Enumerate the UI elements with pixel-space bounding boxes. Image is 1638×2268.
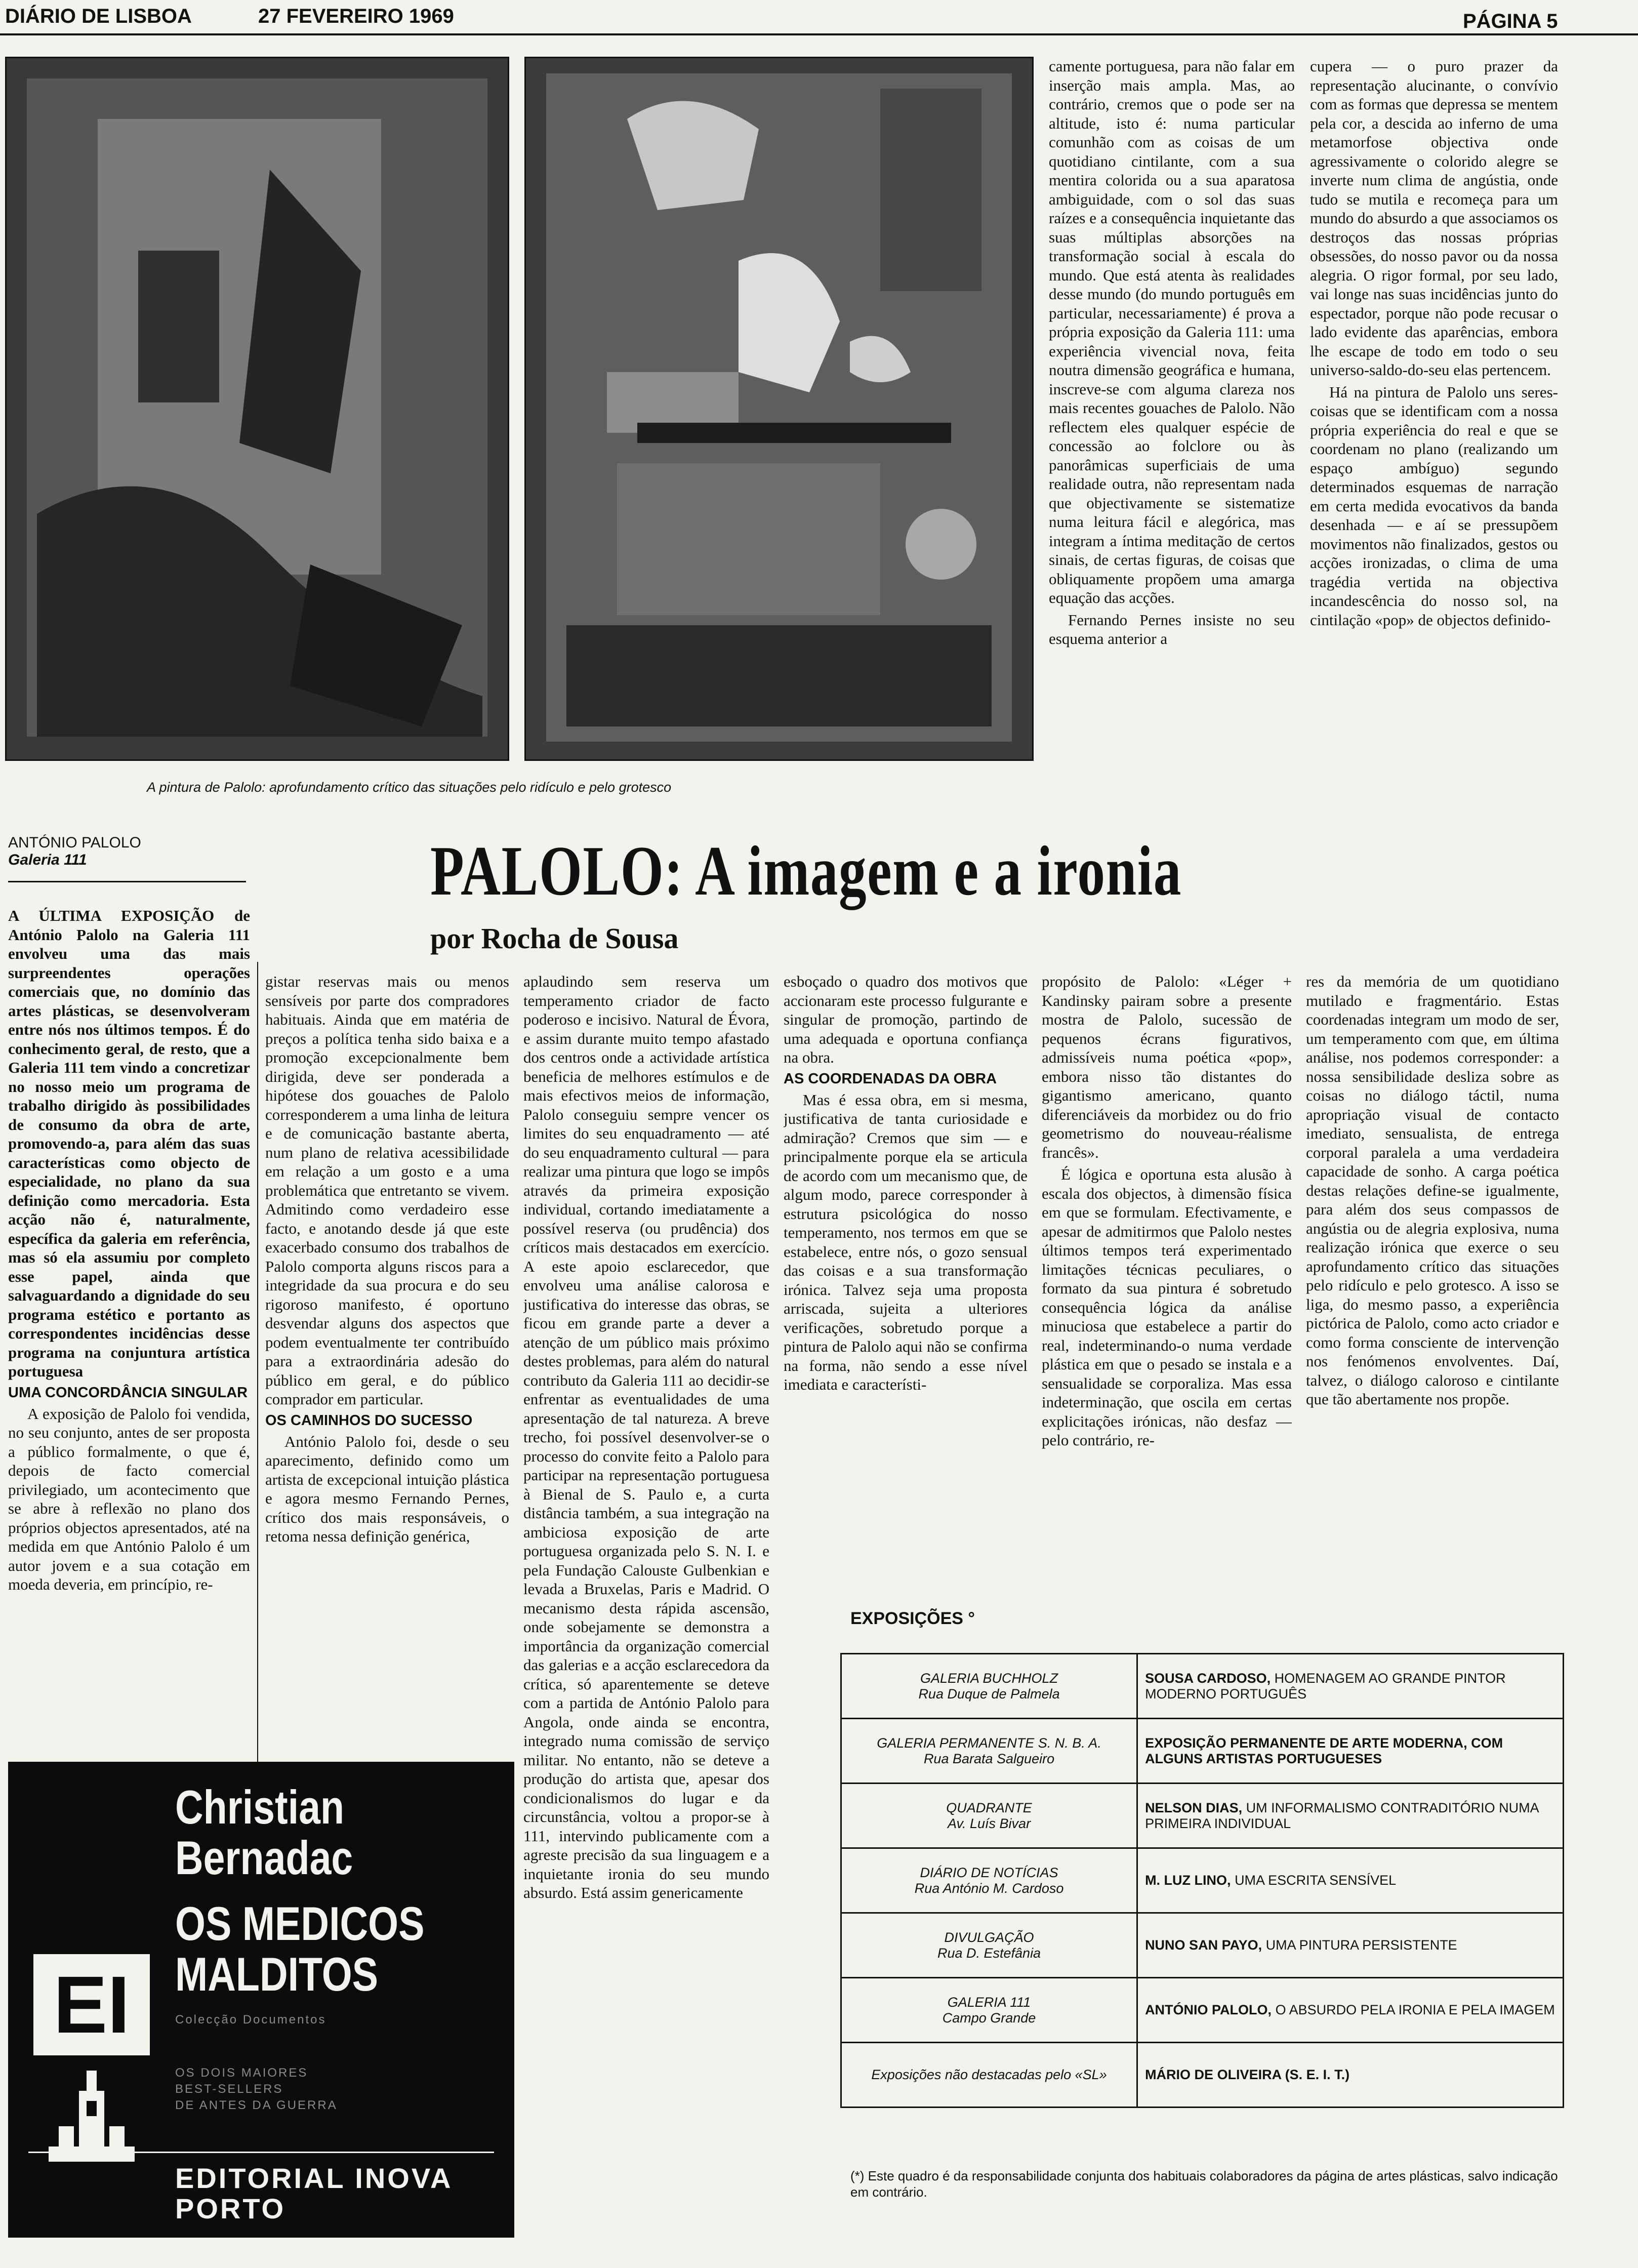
venue-address: Rua Barata Salgueiro [923,1751,1055,1766]
paragraph: Mas é essa obra, em si mesma, justificativa de tanta curiosidade e admiração? Cremos que sim — e principalmente porque ela se articula de acordo com um mecanismo que, de algum modo, parece corresponder à estrutura psicológica do nosso temperamento, nos termos em que se estabelece, entre nós, o gozo sensual das coisas e a sua transformação irónica. Talvez seja uma proposta arriscada, sujeita a ulteriores verificações, sobretudo porque a pintura de Palolo aqui não se confirma na forma, não sendo a esse nível imediata e característi- [784,1090,1028,1393]
ad-title-line1: OS MEDICOS [175,1897,425,1950]
show-artist: NUNO SAN PAYO, [1145,1937,1262,1953]
venue-name: GALERIA BUCHHOLZ [920,1670,1058,1686]
painting-photo-left [5,57,509,761]
show-title: HOMENAGEM AO GRANDE PINTOR MODERNO PORTUGUÊS [1145,1670,1506,1702]
exposicao-venue [841,2043,1137,2108]
column-divider [257,962,258,1782]
headline: PALOLO: A imagem e a ironia [430,832,1182,910]
exposicao-show [1137,2043,1564,2108]
exposicao-row [841,1719,1564,1784]
paragraph: aplaudindo sem reserva um temperamento criador de facto poderoso e incisivo. Natural de Évora, e assim durante muito tempo afastado dos centros onde a actividade artística beneficia de melhores estímulos e de mais efectivos meios de informação, Palolo conseguiu sempre vencer os limites do seu enquadramento — até do seu enquadramento cultural — para realizar uma pintura que logo se impôs através da primeira exposição individual, cortando imediatamente a possível reserva (ou prudência) dos críticos mais destacados em exercício. A este apoio esclarecedor, que envolveu uma análise calorosa e justificativa do interesse das obras, se ficou em grande parte a dever a atenção de um público mais próximo destes problemas, para além do natural contributo da Galeria 111 ao decidir-se enfrentar as eventualidades de uma apresentação de tal natureza. A breve trecho, foi possível desenvolver-se o processo do convite feito a Palolo para participar na representação portuguesa à Bienal de S. Paulo e, a curta distância também, a sua integração na ambiciosa exposição de arte portuguesa organizada pelo S. N. I. e pela Fundação Calouste Gulbenkian e levada a Bruxelas, Paris e Madrid. O mecanismo desta rápida ascensão, onde sobejamente se demonstra a importância da organização comercial das galerias e a acção esclarecedora da crítica, só aparentemente se deteve com a partida de António Palolo para Angola, onde ainda se encontra, integrado numa comissão de serviço militar. No entanto, não se deteve a produção do artista que, apesar dos condicionalismos do lugar e da circunstância, voltou a propor-se à 111, intervindo publicamente com a agreste precisão da sua linguagem e a inquietante ironia do seu mundo absurdo. Está assim genericamente [523,973,769,1901]
exposicao-row [841,1848,1564,1913]
venue-address: Rua D. Estefânia [937,1945,1041,1961]
subheading: AS COORDENADAS DA OBRA [784,1070,997,1087]
venue-address: Campo Grande [942,2010,1036,2026]
venue-name: Exposições não destacadas pelo «SL» [871,2067,1107,2082]
exposicoes-title: EXPOSIÇÕES ° [850,1609,975,1628]
paragraph: res da memória de um quotidiano mutilado e fragmentário. Estas coordenadas integram um modo de ser, um temperamento com que, em última análise, nos podemos corresponder: a nossa sensibilidade desliza sobre as coisas no diálogo táctil, numa apropriação visual de contacto imediato, sensualista, de entrega corporal paralela a uma verdadeira capacidade de sonho. A carga poética destas relações define-se igualmente, para além dos seus compassos de angústia ou de alegria explosiva, numa realização irónica que exerce o seu aprofundamento crítico das situações pelo ridículo e pelo grotesco. A isso se liga, do mesmo passo, a experiência pictórica de Palolo, como acto criador e como forma consciente de intervenção nos fenómenos envolventes. Daí, talvez, o diálogo caloroso e cintilante que tão abertamente nos propõe. [1306,973,1559,1408]
exposicao-row [841,2043,1564,2108]
subheading: OS CAMINHOS DO SUCESSO [265,1412,473,1429]
exposicao-venue [841,1978,1137,2043]
venue-address: Av. Luís Bivar [947,1815,1031,1831]
venue-address: Rua António M. Cardoso [914,1880,1064,1896]
show-title: UM INFORMALISMO CONTRADITÓRIO NUMA PRIMEIRA INDIVIDUAL [1145,1800,1539,1831]
article-column-4 [784,972,1028,1559]
byline: por Rocha de Sousa [430,922,679,955]
show-artist: SOUSA CARDOSO, [1145,1670,1271,1686]
ad-rule [28,2152,494,2153]
paragraph: esboçado o quadro dos motivos que accionaram este processo fulgurante e singular de promoção, partindo de uma adequada e oportuna confiança na obra. [784,973,1028,1066]
exposicao-show [1137,1978,1564,2043]
ad-publisher-line1: EDITORIAL INOVA [175,2162,453,2194]
book-advertisement [8,1762,514,2238]
show-artist: MÁRIO DE OLIVEIRA (S. E. I. T.) [1145,2067,1350,2082]
ad-series: Colecção Documentos [175,2013,326,2027]
exposicao-venue [841,1784,1137,1848]
page-number: PÁGINA 5 [1463,10,1558,32]
paragraph: camente portuguesa, para não falar em inserção mais ampla. Mas, ao contrário, cremos que o pode ser na altitude, isto é: numa particular comunhão com as coisas de um quotidiano cintilante, com a sua mentira colorida ou a sua aparatosa ambiguidade, com o sol das suas raízes e a consequência inquietante das suas múltiplas absorções na transformação social à escala do mundo. Que está atenta às realidades desse mundo (do mundo português em particular, necessariamente) é prova a própria exposição da Galeria 111: uma experiência vivencial nova, feita noutra dimensão geográfica e humana, inscreve-se com alguma clareza nos mais recentes gouaches de Palolo. Não reflectem eles qualquer espécie de concessão ao folclore ou às panorâmicas superficiais de uma realidade outra, não representam nada que objectivamente se sistematize numa leitura fácil e alegórica, mas integram a íntima meditação de certos sinais, de certas figuras, de coisas que obliquamente propõem uma amarga equação das acções. [1049,57,1295,606]
venue-name: GALERIA 111 [947,1994,1031,2010]
exposicoes-table [840,1653,1564,2108]
article-column-2 [265,972,509,1762]
paragraph: gistar reservas mais ou menos sensíveis por parte dos compradores habituais. Ainda que em matéria de preços a política tenha sido baixa e a promoção excepcionalmente bem dirigida, deve ser ponderada a hipótese dos gouaches de Palolo corresponderem a uma linha de leitura e de comunicação bastante aberta, num plano de relativa acessibilidade em relação a um gosto e a uma problemática que entretanto se vivem. Admitindo como verdadeiro esse facto, e anotando desde já que este exacerbado consumo dos trabalhos de Palolo comporta alguns riscos para a integridade da sua procura e do seu rigoroso manifesto, é oportuno desvendar alguns dos aspectos que podem eventualmente ter contribuído para a extraordinária adesão do público em geral, e do público comprador em particular. [265,973,509,1408]
publisher-logo: EI [33,1954,150,2055]
paragraph: Há na pintura de Palolo uns seres-coisas que se identificam com a nossa própria experiência do real e que se coordenam no plano (realizando um espaço ambíguo) segundo determinados esquemas de narração em certa medida evocativos da banda desenhada — e aí se pressupõem movimentos não finalizados, gestos ou acções ironizadas, o clima de uma tragédia vertida na objectiva incandescência do nosso sol, na cintilação «pop» de objectos definido- [1310,383,1558,629]
ad-publisher-line2: PORTO [175,2193,286,2224]
exposicao-venue [841,1913,1137,1978]
newspaper-name: DIÁRIO DE LISBOA [5,5,192,27]
venue-name: QUADRANTE [946,1800,1032,1815]
paragraph: António Palolo foi, desde o seu aparecimento, definido como um artista de excepcional intuição plástica e agora mesmo Fernando Pernes, crítico dos mais responsáveis, o retoma nessa definição genérica, [265,1432,509,1545]
paragraph: É lógica e oportuna esta alusão à escala dos objectos, à dimensão física em que se formulam. Efectivamente, e apesar de admitirmos que Palolo nestes últimos tempos terá experimentado limitações técnicas peculiares, o formato da sua pintura é sobretudo consequência lógica da análise minuciosa que estabelece a partir do real, indeterminando-o numa verdade plástica em que o pesado se instala e a sensualidade se corporaliza. Mas essa indeterminação, que oscila em certas explicitações irónicas, não desfaz — pelo contrário, re- [1042,1165,1292,1449]
venue-name: DIVULGAÇÃO [944,1929,1034,1945]
exposicao-row [841,1654,1564,1719]
exposicao-venue [841,1848,1137,1913]
show-title: UMA PINTURA PERSISTENTE [1265,1937,1457,1953]
paragraph: cupera — o puro prazer da representação alucinante, o convívio com as formas que depressa se mentem pela cor, a descida ao inferno de uma metamorfose objectiva onde agressivamente o colorido alegre se inverte num clima de angústia, onde tudo se mutila e recomeça para um mundo do absurdo a que associamos os destroços das nossas próprias obsessões, do nosso pavor ou da nossa alegria. O rigor formal, por seu lado, vai longe nas suas incidências junto do espectador, porque não pode recusar o lado evidente das aparências, embora lhe escape de todo em todo o seu universo-saldo-do-seu elas pertencem. [1310,57,1558,379]
exposicao-show [1137,1784,1564,1848]
show-artist: EXPOSIÇÃO PERMANENTE DE ARTE MODERNA, COM ALGUNS ARTISTAS PORTUGUESES [1145,1735,1503,1766]
exposicao-row [841,1913,1564,1978]
kicker-artist: ANTÓNIO PALOLO [8,834,141,851]
exposicao-row [841,1784,1564,1848]
article-column-top-left [1049,57,1295,816]
article-column-top-right [1310,57,1558,816]
ad-author-line2: Bernadac [175,1831,353,1884]
exposicao-venue [841,1719,1137,1784]
kicker-rule [8,881,246,882]
venue-name: GALERIA PERMANENTE S. N. B. A. [877,1735,1101,1751]
subheading: UMA CONCORDÂNCIA SINGULAR [8,1384,248,1401]
show-artist: M. LUZ LINO, [1145,1873,1231,1888]
kicker-venue: Galeria 111 [8,852,87,868]
exposicao-show [1137,1848,1564,1913]
show-title: O ABSURDO PELA IRONIA E PELA IMAGEM [1275,2002,1555,2017]
exposicoes-footnote: (*) Este quadro é da responsabilidade conjunta dos habituais colaboradores da página de artes plásticas, salvo indicação em contrário. [850,2168,1558,2200]
masthead-rule [0,33,1638,35]
article-column-3 [523,972,769,2268]
ad-note-line2: BEST-SELLERS [175,2082,283,2096]
painting-photo-right [524,57,1034,761]
show-artist: NELSON DIAS, [1145,1800,1243,1815]
lead-paragraph: A ÚLTIMA EXPOSIÇÃO de António Palolo na Galeria 111 envolveu uma das mais surpreendentes operações comerciais que, no domínio das artes plásticas, se desenvolveram entre nós nos últimos tempos. É do conhecimento geral, de resto, que a Galeria 111 tem vindo a concretizar no nosso meio um programa de trabalho dirigido às possibilidades de consumo da obra de arte, promovendo-a, para além das suas características como objecto de especialidade, no plano da sua definição como mercadoria. Esta acção não é, naturalmente, específica da galeria em referência, mas só ela assumiu por completo esse papel, ainda que salvaguardando a dignidade do seu programa estético e portanto as correspondentes incidências desse programa na conjuntura artística portuguesa [8,907,250,1380]
article-kicker [8,834,246,869]
article-column-1 [8,906,250,1747]
ad-note-line3: DE ANTES DA GUERRA [175,2098,338,2112]
article-column-6 [1306,972,1559,1559]
paragraph: Fernando Pernes insiste no seu esquema anterior a [1049,611,1295,647]
venue-address: Rua Duque de Palmela [918,1686,1060,1702]
issue-date: 27 FEVEREIRO 1969 [258,5,454,27]
exposicao-venue [841,1654,1137,1719]
photo-caption: A pintura de Palolo: aprofundamento crítico das situações pelo ridículo e pelo grotesco [147,780,672,795]
venue-name: DIÁRIO DE NOTÍCIAS [920,1865,1058,1880]
article-column-5 [1042,972,1292,1559]
exposicao-show [1137,1719,1564,1784]
paragraph: propósito de Palolo: «Léger + Kandinsky pairam sobre a presente mostra de Palolo, sucessão de pequenos écrans figurativos, admissíveis numa poética «pop», embora nisso tão distantes do gigantismo americano, quanto diferenciáveis da morbidez ou do frio geometrismo do nouveau-réalisme francês». [1042,973,1292,1161]
ad-title-line2: MALDITOS [175,1948,379,2001]
exposicao-row [841,1978,1564,2043]
show-artist: ANTÓNIO PALOLO, [1145,2002,1272,2017]
ad-author-line1: Christian [175,1780,345,1834]
exposicao-show [1137,1913,1564,1978]
paragraph: A exposição de Palolo foi vendida, no seu conjunto, antes de ser proposta a público formalmente, o que é, depois de facto comercial privilegiado, um acontecimento que se abre à reflexão no plano dos próprios objectos apresentados, até na medida em que António Palolo é um autor jovem e a sua cotação em moeda deveria, em princípio, re- [8,1404,250,1593]
show-title: UMA ESCRITA SENSÍVEL [1235,1873,1397,1888]
exposicao-show [1137,1654,1564,1719]
ad-note-line1: OS DOIS MAIORES [175,2066,308,2080]
